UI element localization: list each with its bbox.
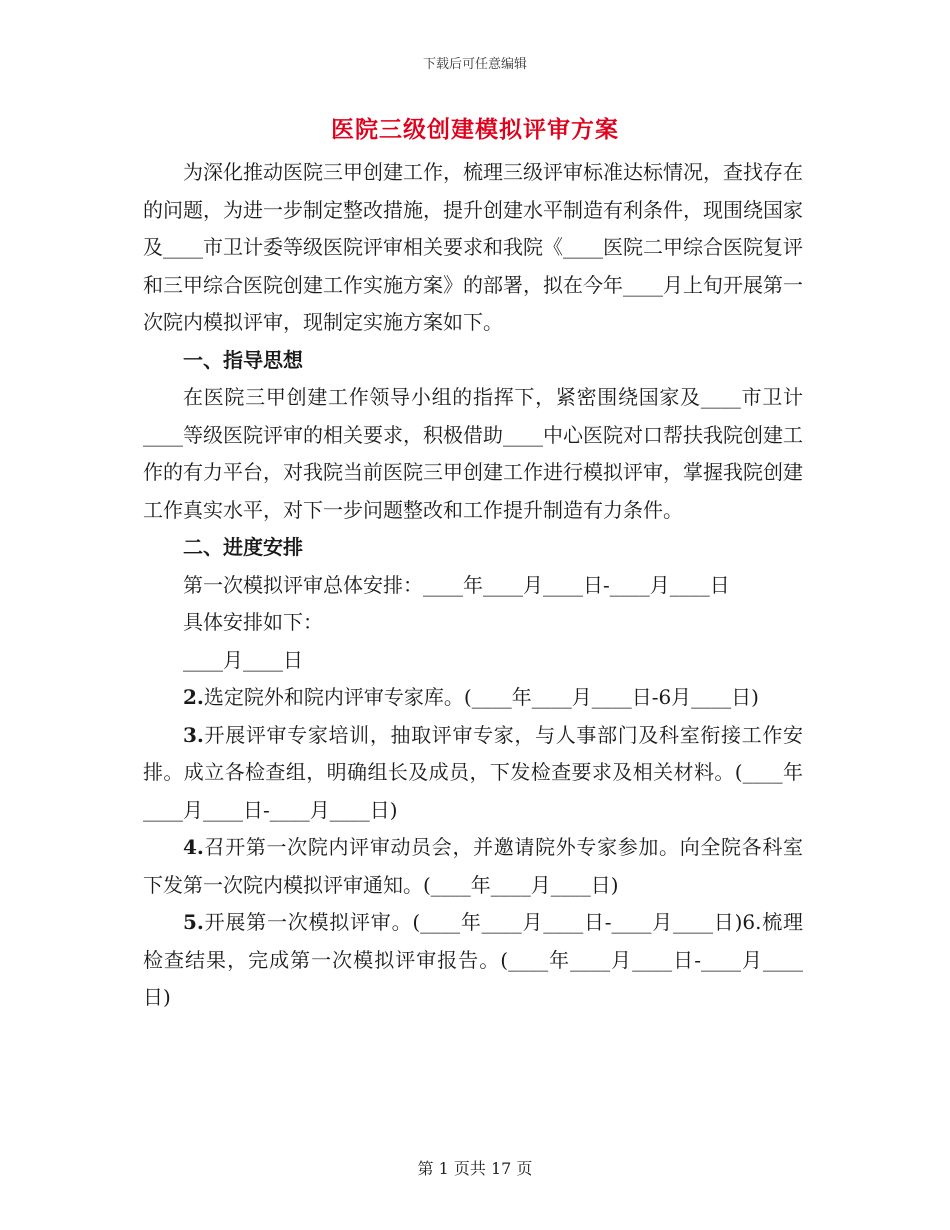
schedule-item-2 bbox=[143, 679, 803, 717]
item-text: 召开第一次院内评审动员会，并邀请院外专家参加。向全院各科室下发第一次院内模拟评审通知。(____年____月____日) bbox=[143, 835, 803, 897]
detail-intro: 具体安排如下： bbox=[183, 610, 323, 634]
schedule-item-4 bbox=[143, 829, 803, 904]
section-heading-schedule: 二、进度安排 bbox=[183, 535, 303, 559]
item-text: 开展评审专家培训，抽取评审专家，与人事部门及科室衔接工作安排。成立各检查组，明确组长及成员，下发检查要求及相关材料。(____年____月____日-____月____日) bbox=[143, 722, 803, 822]
document-title: 医院三级创建模拟评审方案 bbox=[331, 116, 619, 143]
document-body bbox=[143, 154, 803, 1017]
intro-paragraph: 为深化推动医院三甲创建工作，梳理三级评审标准达标情况，查找存在的问题，为进一步制定整改措施，提升创建水平制造有利条件，现围绕国家及____市卫计委等级医院评审相关要求和我院《____医院二甲综合医院复评和三甲综合医院创建工作实施方案》的部署，拟在今年____月上旬开展第一次院内模拟评审，现制定实施方案如下。 bbox=[143, 160, 803, 334]
item-number: 3. bbox=[183, 722, 204, 747]
header-note: 下载后可任意编辑 bbox=[422, 57, 527, 72]
item-text: 选定院外和院内评审专家库。(____年____月____日-6月____日) bbox=[203, 685, 759, 709]
item-number: 5. bbox=[183, 910, 204, 934]
section-heading-guiding: 一、指导思想 bbox=[183, 347, 303, 372]
page-footer: 第 1 页共 17 页 bbox=[417, 1159, 533, 1178]
item-number: 2. bbox=[183, 685, 204, 709]
schedule-item-1: ____月____日 bbox=[183, 647, 303, 672]
schedule-item-3 bbox=[143, 717, 803, 830]
item-text: 开展第一次模拟评审。(____年____月____日-____月____日)6.梳理检查结果，完成第一次模拟评审报告。(____年____月____日-____月____日) bbox=[143, 910, 803, 1009]
item-number: 4. bbox=[183, 835, 204, 859]
overall-schedule: 第一次模拟评审总体安排：____年____月____日-____月____日 bbox=[183, 572, 730, 597]
schedule-item-5 bbox=[143, 904, 803, 1017]
guiding-paragraph: 在医院三甲创建工作领导小组的指挥下，紧密围绕国家及____市卫计____等级医院评审的相关要求，积极借助____中心医院对口帮扶我院创建工作的有力平台，对我院当前医院三甲创建工作进行模拟评审，掌握我院创建工作真实水平，对下一步问题整改和工作提升制造有力条件。 bbox=[143, 385, 803, 522]
